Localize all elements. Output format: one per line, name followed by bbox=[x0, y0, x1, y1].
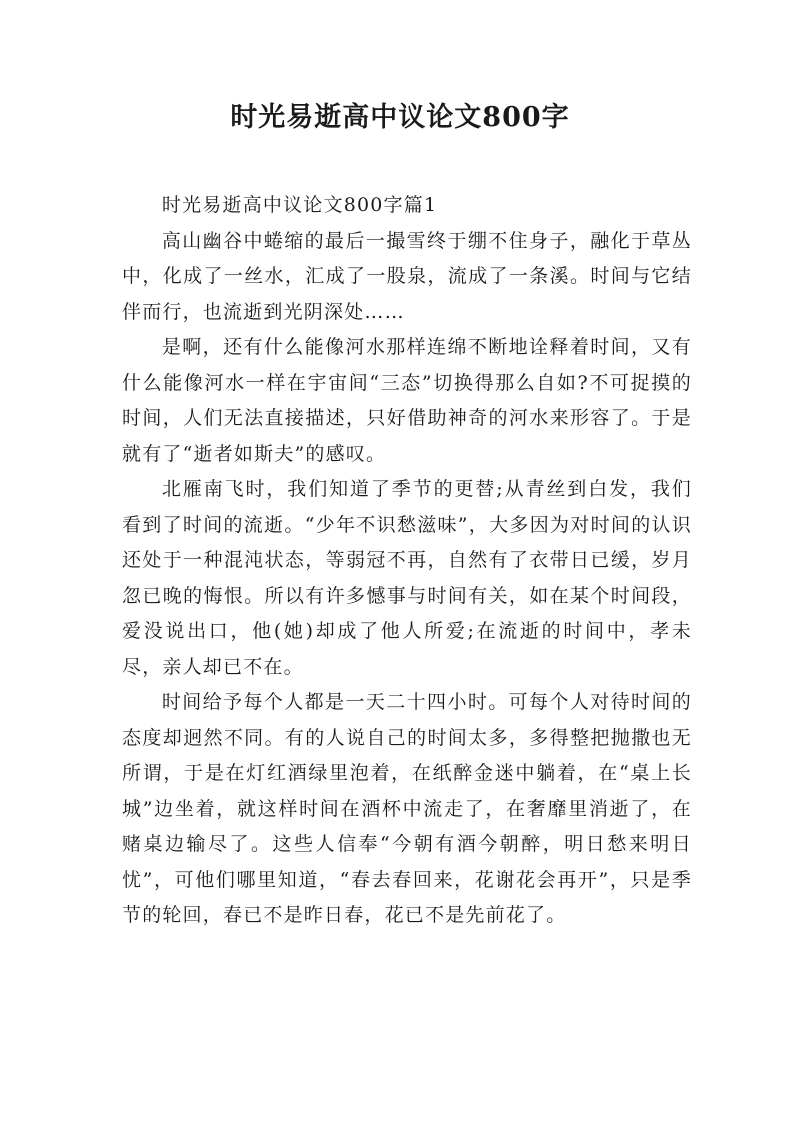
paragraph: 北雁南飞时，我们知道了季节的更替;从青丝到白发，我们看到了时间的流逝。“少年不识愁滋味”，大多因为对时间的认识还处于一种混沌状态，等弱冠不再，自然有了衣带日已缓，岁月忽已晚的悔恨。所以有许多憾事与时间有关，如在某个时间段，爱没说出口，他(她)却成了他人所爱;在流逝的时间中，孝未尽，亲人却已不在。 bbox=[122, 478, 692, 678]
paragraph: 时间给予每个人都是一天二十四小时。可每个人对待时间的态度却迥然不同。有的人说自己的时间太多，多得整把抛撒也无所谓，于是在灯红酒绿里泡着，在纸醉金迷中躺着，在“桌上长城”边坐着，就这样时间在酒杯中流走了，在奢靡里消逝了，在赌桌边输尽了。这些人信奉“今朝有酒今朝醉，明日愁来明日忧”，可他们哪里知道，“春去春回来，花谢花会再开”，只是季节的轮回，春已不是昨日春，花已不是先前花了。 bbox=[122, 691, 692, 926]
document-body bbox=[122, 188, 692, 934]
section-heading: 时光易逝高中议论文800字篇1 bbox=[161, 194, 438, 216]
document-title: 时光易逝高中议论文800字 bbox=[230, 102, 570, 133]
paragraph: 是啊，还有什么能像河水那样连绵不断地诠释着时间，又有什么能像河水一样在宇宙间“三态”切换得那么自如?不可捉摸的时间，人们无法直接描述，只好借助神奇的河水来形容了。于是就有了“逝者如斯夫”的感叹。 bbox=[122, 336, 692, 465]
paragraph: 高山幽谷中蜷缩的最后一撮雪终于绷不住身子，融化于草丛中，化成了一丝水，汇成了一股泉，流成了一条溪。时间与它结伴而行，也流逝到光阴深处…… bbox=[122, 229, 692, 323]
